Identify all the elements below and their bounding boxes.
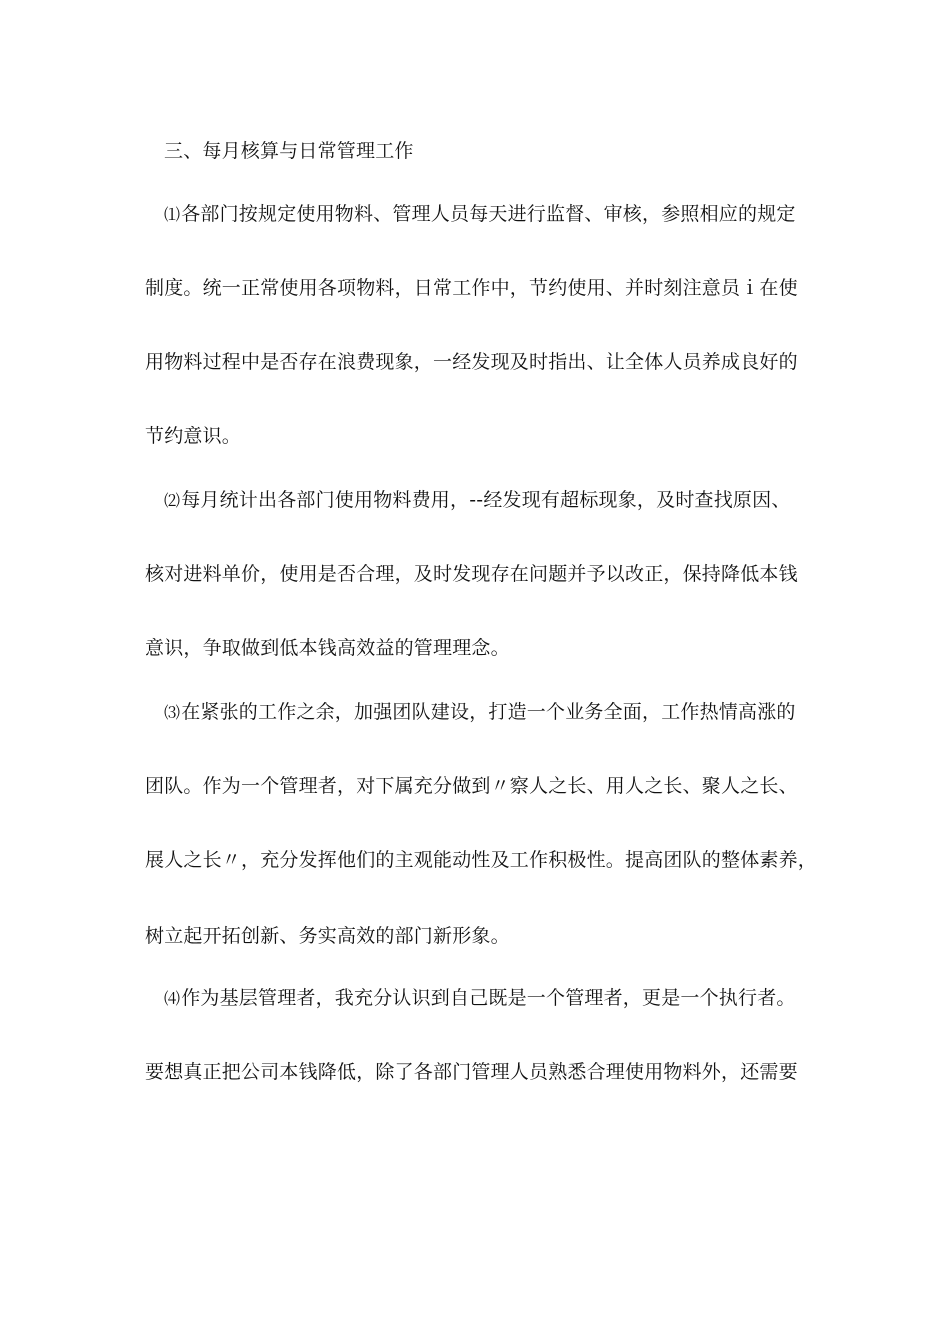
paragraph-3-line-1: ⑶在紧张的工作之余，加强团队建设，打造一个业务全面，工作热情高涨的 [164, 701, 796, 723]
paragraph-1-line-4: 节约意识。 [145, 425, 242, 447]
paragraph-4-line-2: 要想真正把公司本钱降低，除了各部门管理人员熟悉合理使用物料外，还需要 [145, 1061, 798, 1083]
paragraph-1-number: ⑴ [164, 205, 181, 224]
paragraph-3-line-3: 展人之长〃，充分发挥他们的主观能动性及工作积极性。提高团队的整体素养， [145, 849, 818, 871]
paragraph-4-number: ⑷ [164, 989, 181, 1008]
paragraph-1-line-2: 制度。统一正常使用各项物料，日常工作中，节约使用、并时刻注意员ｉ在使 [145, 277, 798, 299]
paragraph-3-line-2: 团队。作为一个管理者，对下属充分做到〃察人之长、用人之长、聚人之长、 [145, 775, 798, 797]
paragraph-2-line-3: 意识，争取做到低本钱高效益的管理理念。 [145, 637, 510, 659]
paragraph-3-number: ⑶ [164, 703, 181, 722]
paragraph-2-line-2: 核对进料单价，使用是否合理，及时发现存在问题并予以改正，保持降低本钱 [145, 563, 798, 585]
paragraph-2-line-1: ⑵每月统计出各部门使用物料费用，--经发现有超标现象，及时查找原因、 [164, 489, 791, 511]
paragraph-3-line-4: 树立起开拓创新、务实高效的部门新形象。 [145, 925, 510, 947]
paragraph-2-number: ⑵ [164, 491, 181, 510]
paragraph-4-line-1: ⑷作为基层管理者，我充分认识到自己既是一个管理者，更是一个执行者。 [164, 987, 796, 1009]
paragraph-1-line-1: ⑴各部门按规定使用物料、管理人员每天进行监督、审核，参照相应的规定 [164, 203, 796, 225]
paragraph-1-line-3: 用物料过程中是否存在浪费现象，一经发现及时指出、让全体人员养成良好的 [145, 351, 798, 373]
section-heading: 三、每月核算与日常管理工作 [164, 140, 414, 162]
